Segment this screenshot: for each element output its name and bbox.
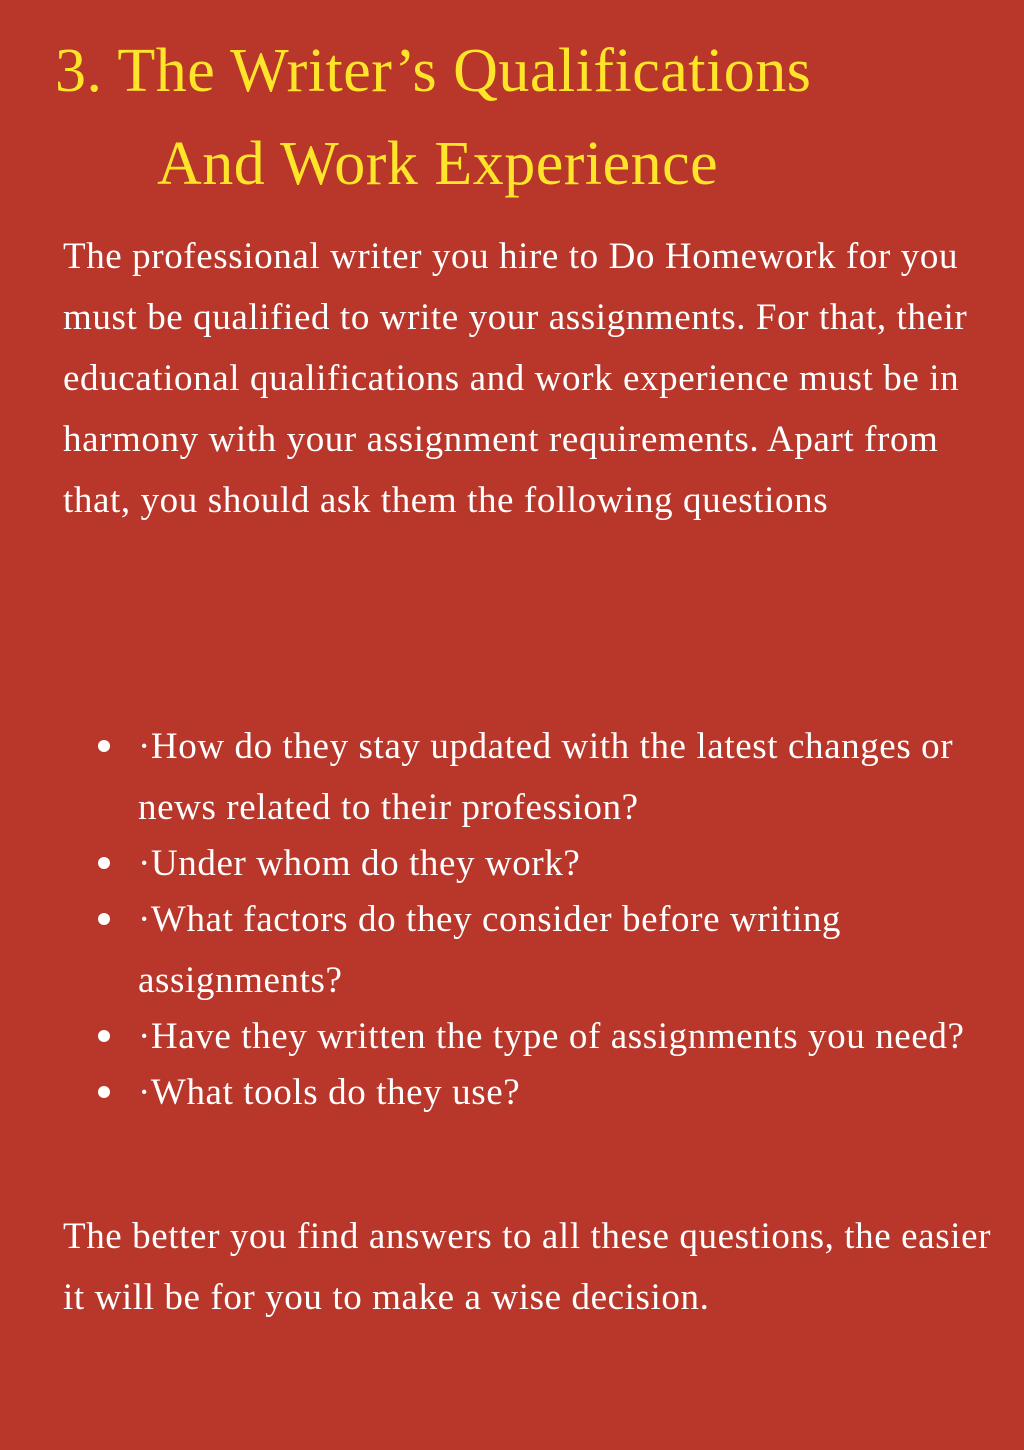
question-item <box>0 1006 978 1067</box>
question-text: ·How do they stay updated with the latest changes or news related to their profession? <box>138 726 954 828</box>
question-text: ·What tools do they use? <box>138 1072 521 1113</box>
closing-paragraph: The better you find answers to all these questions, the easier it will be for you to make a wise decision. <box>63 1216 992 1318</box>
question-text: ·What factors do they consider before writing assignments? <box>138 899 842 1001</box>
bullet-icon <box>98 740 110 752</box>
question-text: ·Under whom do they work? <box>138 843 581 884</box>
section-title-line-1: 3. The Writer’s Qualifications <box>55 37 812 105</box>
bullet-icon <box>98 1030 110 1042</box>
bullet-icon <box>98 913 110 925</box>
bullet-icon <box>98 1086 110 1098</box>
intro-paragraph: The professional writer you hire to Do Homework for you must be qualified to write your assignments. For that, their educational qualifications and work experience must be in harmony with your assignment requirements. Apart from that, you should ask them the following questions <box>63 236 968 521</box>
question-text: ·Have they written the type of assignments you need? <box>138 1016 965 1057</box>
question-list <box>0 716 1024 1123</box>
section-title-line-2: And Work Experience <box>157 130 719 198</box>
question-item <box>0 716 978 838</box>
question-item <box>0 889 978 1011</box>
question-item <box>0 1062 978 1123</box>
question-item <box>0 833 978 894</box>
bullet-icon <box>98 857 110 869</box>
